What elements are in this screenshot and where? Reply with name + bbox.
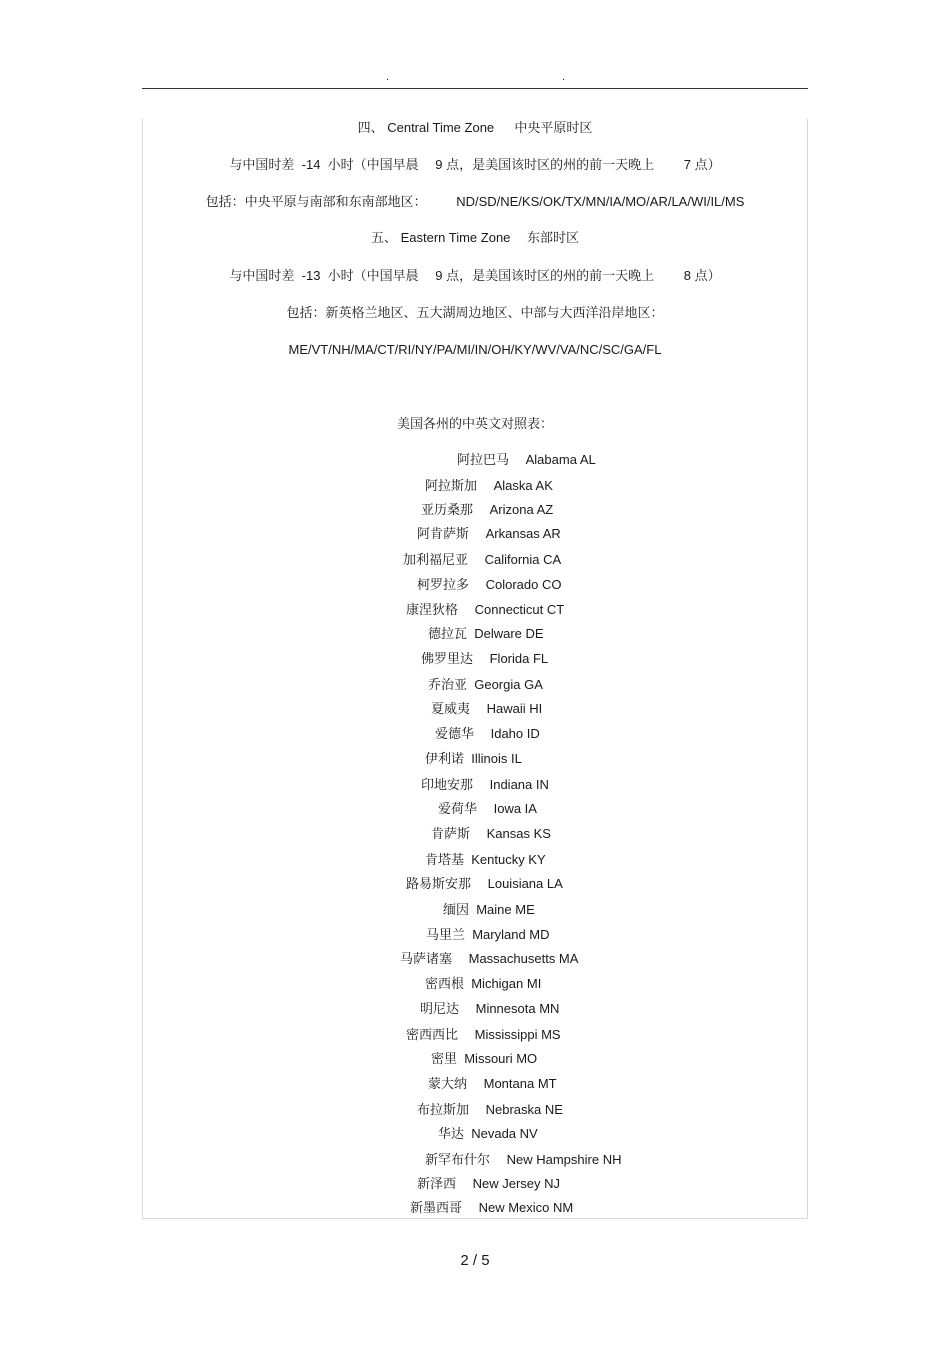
header-dot-right: .: [562, 71, 566, 83]
state-entry: 爱荷华 Iowa IA: [438, 801, 537, 816]
state-entry: 密西西比 Mississippi MS: [406, 1027, 561, 1042]
section4-title: 四、 Central Time Zone 中央平原时区: [357, 120, 593, 135]
state-entry: 康涅狄格 Connecticut CT: [406, 602, 565, 617]
header-dot-left: .: [386, 71, 390, 83]
section5-included-regions: 包括：新英格兰地区、五大湖周边地区、中部与大西洋沿岸地区：: [286, 305, 664, 320]
section4-included-states: 包括：中央平原与南部和东南部地区： ND/SD/NE/KS/OK/TX/MN/IA/MO/AR/LA/WI/IL/MS: [205, 194, 745, 209]
state-entry: 佛罗里达 Florida FL: [421, 651, 549, 666]
section5-title: 五、 Eastern Time Zone 东部时区: [370, 230, 580, 245]
state-entry: 马里兰 Maryland MD: [426, 927, 550, 942]
state-entry: 缅因 Maine ME: [443, 902, 535, 917]
state-entry: 肯塔基 Kentucky KY: [425, 852, 546, 867]
state-entry: 夏威夷 Hawaii HI: [431, 701, 543, 716]
state-entry: 蒙大纳 Montana MT: [428, 1076, 557, 1091]
state-entry: 布拉斯加 Nebraska NE: [417, 1102, 563, 1117]
state-entry: 阿拉斯加 Alaska AK: [425, 478, 553, 493]
state-entry: 路易斯安那 Louisiana LA: [406, 876, 563, 891]
state-entry: 密西根 Michigan MI: [425, 976, 542, 991]
section5-time-difference: 与中国时差 -13 小时（中国早晨 9 点，是美国该时区的州的前一天晚上 8 点）: [229, 268, 721, 283]
page-header-rule: [142, 70, 808, 89]
state-entry: 加利福尼亚 California CA: [403, 552, 562, 567]
section4-time-difference: 与中国时差 -14 小时（中国早晨 9 点，是美国该时区的州的前一天晚上 7 点）: [229, 157, 721, 172]
state-entry: 密里 Missouri MO: [431, 1051, 538, 1066]
state-entry: 新罕布什尔 New Hampshire NH: [425, 1152, 622, 1167]
state-entry: 马萨诸塞 Massachusetts MA: [400, 951, 579, 966]
state-entry: 阿拉巴马 Alabama AL: [457, 452, 596, 467]
state-entry: 爱德华 Idaho ID: [435, 726, 540, 741]
state-entry: 新泽西 New Jersey NJ: [417, 1176, 561, 1191]
state-entry: 阿肯萨斯 Arkansas AR: [417, 526, 561, 541]
state-entry: 伊利诺 Illinois IL: [425, 751, 522, 766]
state-entry: 肯萨斯 Kansas KS: [431, 826, 551, 841]
state-entry: 德拉瓦 Delware DE: [428, 626, 544, 641]
state-table-title: 美国各州的中英文对照表：: [396, 416, 553, 431]
section5-state-codes: ME/VT/NH/MA/CT/RI/NY/PA/MI/IN/OH/KY/WV/VA/NC/SC/GA/FL: [288, 342, 662, 357]
page-number: 2 / 5: [460, 1252, 490, 1269]
state-entry: 新墨西哥 New Mexico NM: [410, 1200, 574, 1215]
state-entry: 华达 Nevada NV: [438, 1126, 538, 1141]
state-entry: 柯罗拉多 Colorado CO: [417, 577, 562, 592]
state-entry: 亚历桑那 Arizona AZ: [421, 502, 554, 517]
state-entry: 乔治亚 Georgia GA: [428, 677, 543, 692]
state-entry: 明尼达 Minnesota MN: [420, 1001, 560, 1016]
state-entry: 印地安那 Indiana IN: [421, 777, 549, 792]
